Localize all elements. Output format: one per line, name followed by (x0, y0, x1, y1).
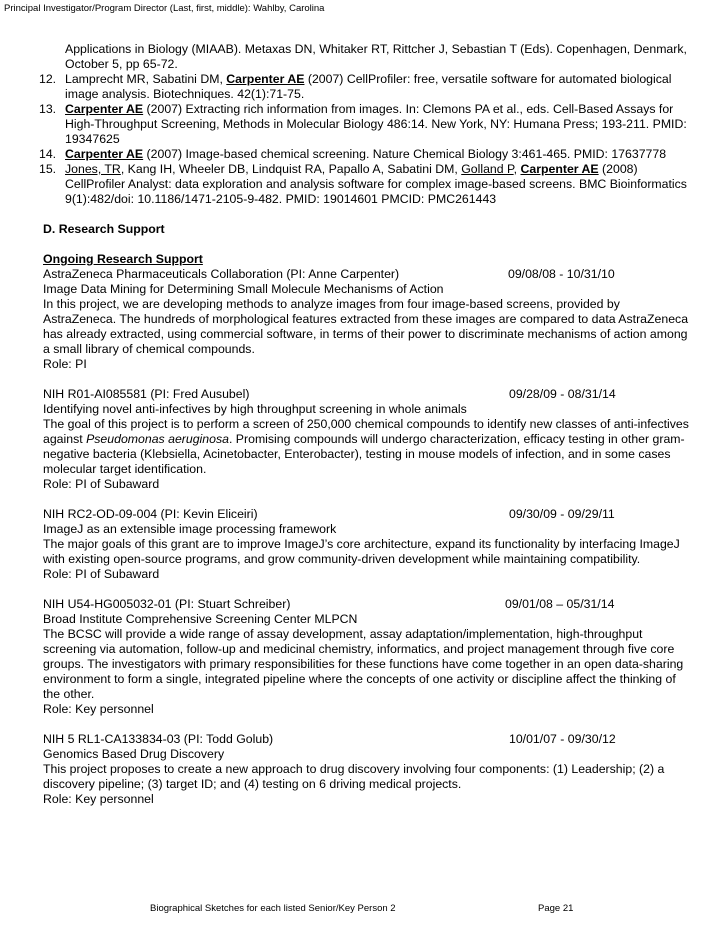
grant-dates: 09/01/08 – 05/31/14 (505, 597, 615, 611)
grant-role: Role: PI of Subaward (43, 567, 160, 581)
underlined-author: Golland P (461, 162, 514, 176)
grant-sponsor: NIH 5 RL1-CA133834-03 (PI: Todd Golub) (43, 732, 274, 746)
grant-sponsor: NIH R01-AI085581 (PI: Fred Ausubel) (43, 387, 250, 401)
grant-title: Broad Institute Comprehensive Screening Center MLPCN (43, 612, 358, 626)
reference-13 (39, 102, 693, 147)
grant-sponsor: AstraZeneca Pharmaceuticals Collaboration (PI: Anne Carpenter) (43, 267, 400, 281)
grant-header (43, 597, 693, 612)
grant-sponsor: NIH RC2-OD-09-004 (PI: Kevin Eliceiri) (43, 507, 258, 521)
reference-number: 12. (39, 72, 57, 86)
reference-12 (39, 72, 693, 102)
grant-header (43, 732, 693, 747)
highlighted-author: Carpenter AE (520, 162, 599, 176)
grant-description: The major goals of this grant are to improve ImageJ’s core architecture, expand its functionality by interfacing ImageJ with existing open-source programs, and grow community-driven development while maintaining compatibility. (43, 537, 680, 566)
grant-description: In this project, we are developing methods to analyze images from four image-based screens, provided by AstraZeneca. The hundreds of morphological features extracted from these images are compared to data AstraZeneca has already extracted, using commercial software, in terms of their power to discriminate mechanisms of action among a small library of chemical compounds. (43, 297, 689, 356)
footer-text: Biographical Sketches for each listed Senior/Key Person 2 (150, 903, 396, 914)
grant-title: Genomics Based Drug Discovery (43, 747, 225, 761)
grant-header (43, 387, 693, 402)
grant-header (43, 267, 693, 282)
reference-number: 14. (39, 147, 57, 161)
reference-text: (2008) CellProfiler Analyst: data exploration and analysis software for complex image-based screens. BMC Bioinformatics 9(1):482/doi: 10.1186/1471-2105-9-482. PMID: 19014601 PMCID: PMC261443 (65, 162, 687, 206)
grant-role: Role: Key personnel (43, 792, 154, 806)
reference-14 (39, 147, 693, 162)
underlined-author: Jones, TR (65, 162, 121, 176)
subsection-title: Ongoing Research Support (43, 252, 203, 266)
grant-dates: 09/28/09 - 08/31/14 (509, 387, 616, 401)
highlighted-author: Carpenter AE (226, 72, 305, 86)
reference-text: (2007) Image-based chemical screening. Nature Chemical Biology 3:461-465. PMID: 17637778 (143, 147, 667, 161)
grant-role: Role: PI of Subaward (43, 477, 160, 491)
grant-header (43, 507, 693, 522)
page-number: Page 21 (538, 903, 574, 914)
grant-role: Role: PI (43, 357, 87, 371)
highlighted-author: Carpenter AE (65, 102, 144, 116)
reference-text: (2007) CellProfiler: free, versatile software for automated biological image analysis. Biotechniques. 42(1):71-75. (65, 72, 672, 101)
grant-dates: 09/08/08 - 10/31/10 (508, 267, 615, 281)
grant-entry (43, 267, 693, 372)
grant-description: The goal of this project is to perform a screen of 250,000 chemical compounds to identify new classes of anti-infectives against Pseudomonas aeruginosa. Promising compounds will undergo characterization, efficacy testing in other gram-negative bacteria (Klebsiella, Acinetobacter, Enterobacter), testing in mouse models of infection, and in some cases molecular target identification. (43, 417, 689, 476)
page-header: Principal Investigator/Program Director (Last, first, middle): Wahlby, Carolina (4, 3, 325, 14)
highlighted-author: Carpenter AE (65, 147, 144, 161)
grant-entry (43, 387, 693, 492)
reference-text: Applications in Biology (MIAAB). Metaxas DN, Whitaker RT, Rittcher J, Sebastian T (Eds). Copenhagen, Denmark, October 5, pp 65-72. (65, 42, 687, 71)
section-title: D. Research Support (43, 222, 165, 236)
grant-entry (43, 732, 693, 807)
reference-number: 13. (39, 102, 57, 116)
reference-text: (2007) Extracting rich information from images. In: Clemons PA et al., eds. Cell-Based Assays for High-Throughput Screening, Methods in Molecular Biology 486:14. New York, NY: Humana Press; 193-211. PMID: 19347625 (65, 102, 687, 146)
reference-11-continued (43, 42, 693, 72)
grant-entry (43, 597, 693, 717)
grant-description: This project proposes to create a new approach to drug discovery involving four components: (1) Leadership; (2) a discovery pipeline; (3) target ID; and (4) testing on 6 driving medical projects. (43, 762, 665, 791)
organism-name: Pseudomonas aeruginosa (86, 432, 229, 446)
reference-15: 15. Jones, TR, Kang IH, Wheeler DB, Lindquist RA, Papallo A, Sabatini DM, Golland P, Carpenter AE (2008) CellProfiler Analyst: data exploration and analysis software for complex image-based screens. BMC Bioinformatics 9(1):482/doi: 10.1186/1471-2105-9-482. PMID: 19014601 PMCID: PMC261443 (39, 162, 687, 206)
grant-title: Identifying novel anti-infectives by high throughput screening in whole animals (43, 402, 467, 416)
grant-dates: 09/30/09 - 09/29/11 (509, 507, 615, 521)
reference-number: 15. (39, 162, 57, 176)
grant-role: Role: Key personnel (43, 702, 154, 716)
reference-authors: , Kang IH, Wheeler DB, Lindquist RA, Papallo A, Sabatini DM, (120, 162, 462, 176)
grant-title: ImageJ as an extensible image processing framework (43, 522, 337, 536)
grant-dates: 10/01/07 - 09/30/12 (509, 732, 616, 746)
grant-description: The BCSC will provide a wide range of assay development, assay adaptation/implementation, high-throughput screening via automation, follow-up and medicinal chemistry, informatics, and project management through five core groups. The investigators with primary responsibilities for these functions have come together in an open data-sharing environment to form a single, integrated pipeline where the concepts of one activity or discipline affect the thinking of the other. (43, 627, 684, 701)
grant-entry (43, 507, 693, 582)
grant-sponsor: NIH U54-HG005032-01 (PI: Stuart Schreiber) (43, 597, 291, 611)
grant-title: Image Data Mining for Determining Small Molecule Mechanisms of Action (43, 282, 444, 296)
reference-authors: Lamprecht MR, Sabatini DM, (65, 72, 227, 86)
document-body (39, 42, 693, 807)
